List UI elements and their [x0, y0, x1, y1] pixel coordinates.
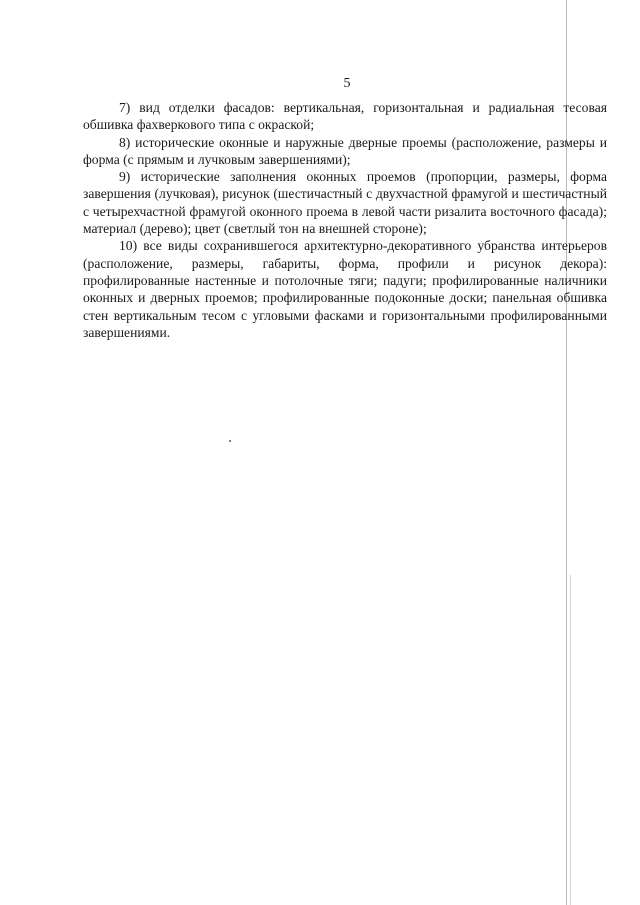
- paragraph-item-8: 8) исторические оконные и наружные дверные проемы (расположение, размеры и форма (с прямым и лучковым завершениями);: [83, 134, 607, 167]
- page-number: 5: [343, 76, 351, 91]
- paragraph-item-10: 10) все виды сохранившегося архитектурно-декоративного убранства интерьеров (расположение, размеры, габариты, форма, профили и рисунок декора): профилированные настенные и потолочные тяги; падуги; профилированные наличники оконных и дверных проемов; профилированные подоконные доски; панельная обшивка стен вертикальным тесом с угловыми фасками и горизонтальными профилированными завершениями.: [83, 238, 607, 340]
- paragraph-item-7: 7) вид отделки фасадов: вертикальная, горизонтальная и радиальная тесовая обшивка фахверкового типа с окраской;: [83, 100, 607, 133]
- scan-speck: [229, 440, 231, 442]
- scan-edge-line-secondary: [570, 575, 571, 905]
- document-body: [83, 99, 607, 341]
- paragraph-item-9: 9) исторические заполнения оконных проемов (пропорции, размеры, форма завершения (лучковая), рисунок (шестичастный с двухчастной фрамугой и шестичастный с четырехчастной фрамугой оконного проема в левой части ризалита восточного фасада); материал (дерево); цвет (светлый тон на внешней стороне);: [83, 169, 607, 237]
